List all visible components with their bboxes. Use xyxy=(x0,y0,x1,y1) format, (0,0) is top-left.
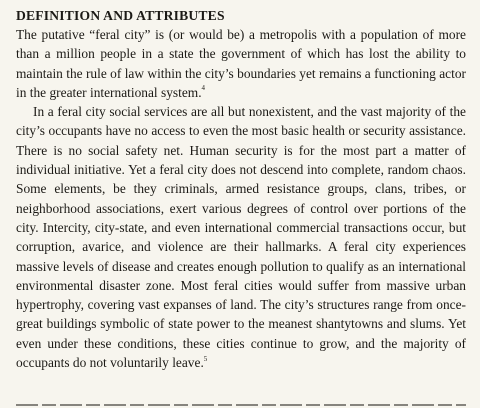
section-heading: DEFINITION AND ATTRIBUTES xyxy=(16,8,225,23)
footnote-marker[interactable]: 4 xyxy=(201,84,206,93)
paragraph-text: The putative “feral city” is (or would be) a metropolis with a population of more than a million people in a state the government of which has lost the ability to maintain the rule of law within the city’s boundaries yet remains a functioning actor in the greater international system. xyxy=(16,27,466,100)
footnote-marker[interactable]: 5 xyxy=(203,354,208,363)
paragraph-text: In a feral city social services are all but nonexistent, and the vast majority of the city’s occupants have no access to even the most basic health or security assistance. There is no social safety net. Human security is for the most part a matter of individual initiative. Yet a feral city does not descend into complete, random chaos. Some elements, be they criminals, armed resistance groups, clans, tribes, or neighborhood associations, exert various degrees of control over portions of the city. Intercity, city-state, and even international commercial transactions occur, but corruption, avarice, and violence are their hallmarks. A feral city experiences massive levels of disease and creates enough pollution to qualify as an international environmental disaster zone. Most feral cities would suffer from massive urban hypertrophy, covering vast expanses of land. The city’s structures range from once-great buildings symbolic of state power to the meanest shantytowns and slums. Yet even under these conditions, these cities continue to grow, and the majority of occupants do not voluntarily leave. xyxy=(16,104,466,371)
paragraph-attributes xyxy=(16,102,466,372)
paragraph-definition xyxy=(16,25,466,102)
